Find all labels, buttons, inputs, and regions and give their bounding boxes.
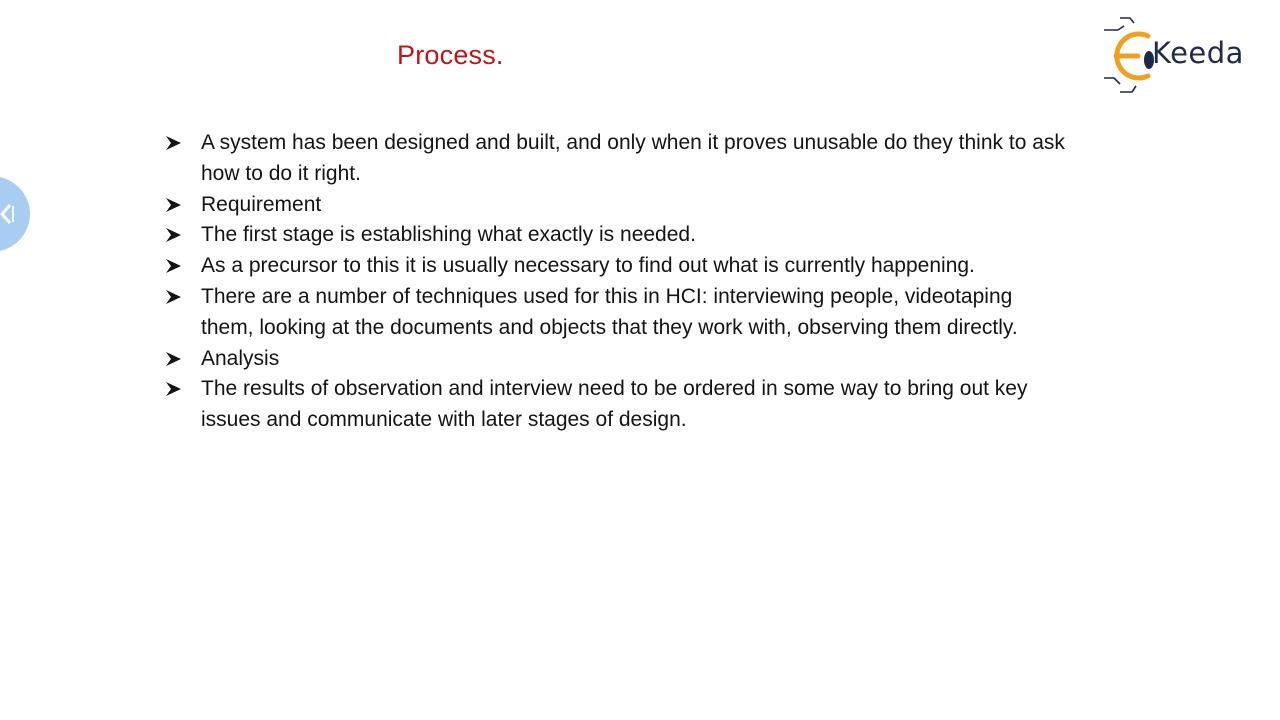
- bullet-text: The results of observation and interview need to be ordered in some way to bring out key issues and communicate with later stages of design.: [201, 377, 1028, 432]
- list-item: [165, 220, 1065, 251]
- bullet-text: A system has been designed and built, and only when it proves unusable do they think to ask how to do it right.: [201, 131, 1065, 185]
- list-item: [165, 190, 1065, 221]
- bullet-text: Analysis: [201, 346, 280, 370]
- bullet-text: There are a number of techniques used for this in HCI: interviewing people, videotaping them, looking at the documents and objects that they work with, observing them directly.: [201, 284, 1018, 339]
- logo-wordmark: Keeda: [1152, 36, 1244, 70]
- bullet-list: [165, 128, 1065, 436]
- previous-slide-button[interactable]: [0, 176, 30, 252]
- arrow-bullet-icon: [165, 381, 182, 397]
- arrow-bullet-icon: [165, 351, 182, 367]
- list-item: [165, 282, 1065, 344]
- bullet-text: As a precursor to this it is usually necessary to find out what is currently happening.: [201, 254, 975, 278]
- arrow-bullet-icon: [165, 289, 182, 305]
- ekeeda-logo: [1100, 14, 1260, 98]
- arrow-bullet-icon: [165, 135, 182, 151]
- list-item: [165, 128, 1065, 190]
- bullet-text: Requirement: [201, 192, 322, 216]
- list-item: [165, 344, 1065, 375]
- arrow-bullet-icon: [165, 197, 182, 213]
- skip-back-icon: [0, 203, 14, 225]
- arrow-bullet-icon: [165, 258, 182, 274]
- arrow-bullet-icon: [165, 227, 182, 243]
- slide-title: Process.: [397, 40, 504, 70]
- list-item: [165, 374, 1065, 436]
- list-item: [165, 251, 1065, 282]
- bullet-text: The first stage is establishing what exactly is needed.: [201, 223, 696, 247]
